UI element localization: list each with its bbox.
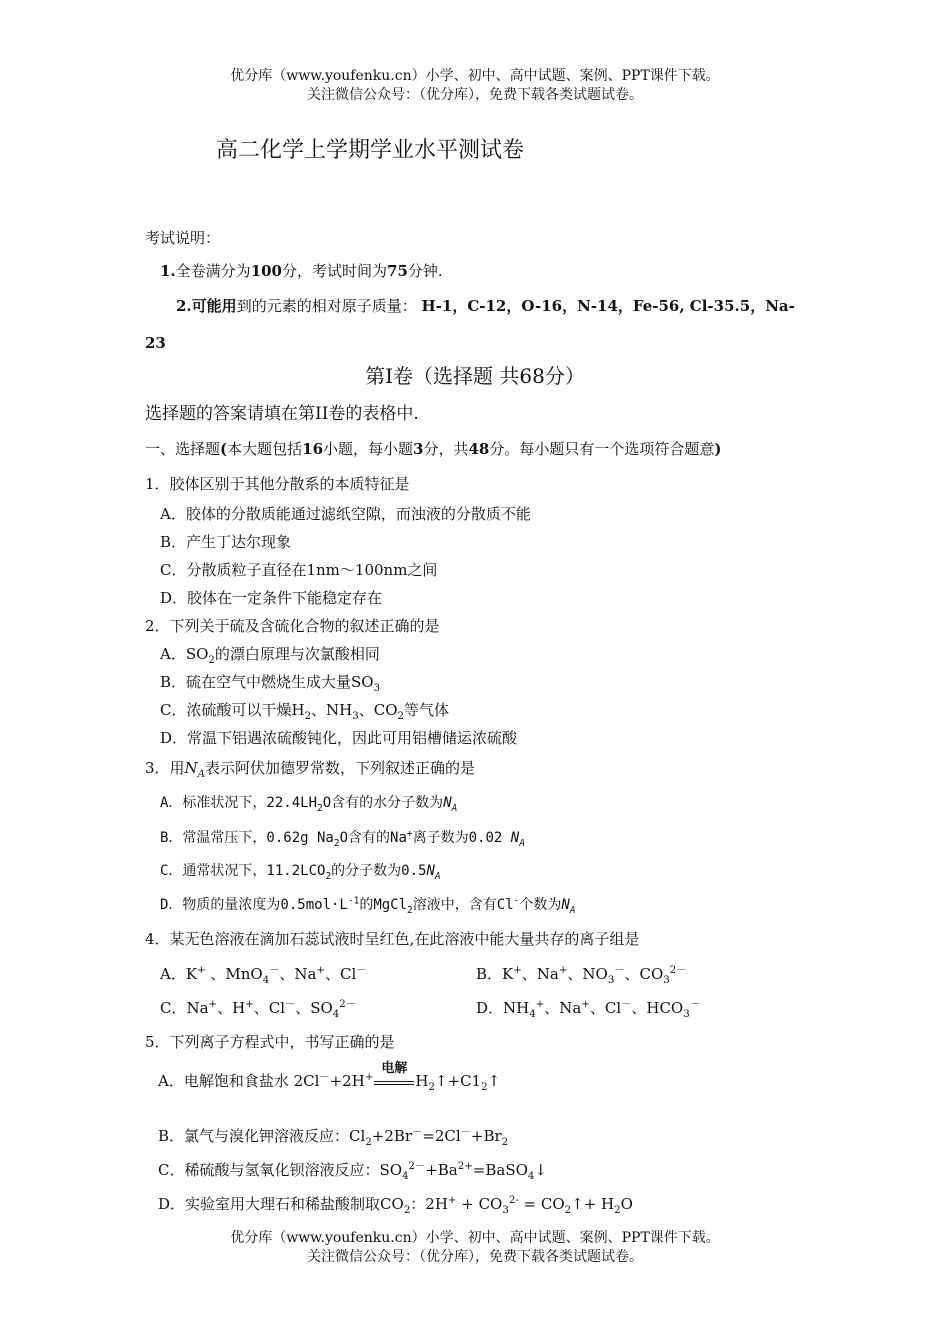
question-2-option-a: A．$SO_2$的漂白原理与次氯酸相同 bbox=[160, 645, 380, 666]
question-5-stem: 5．下列离子方程式中，书写正确的是 bbox=[145, 1033, 395, 1051]
instruction-item-1: 1.全卷满分为100分，考试时间为75分钟. bbox=[160, 262, 443, 280]
question-4-option-a: A．K+ 、MnO$_4$－、Na+、Cl－ bbox=[160, 965, 367, 986]
section-description: 一、选择题(本大题包括16小题，每小题3分，共48分。每小题只有一个选项符合题意) bbox=[145, 440, 722, 458]
question-2-option-c: C．浓硫酸可以干燥$H_2$、$NH_3$、$CO_2$等气体 bbox=[160, 701, 450, 722]
question-3-option-c: C．通常状况下，$11.2LCO_2$的分子数为$0.5N_A$ bbox=[160, 863, 441, 882]
section-title: 第Ⅰ卷（选择题 共68分） bbox=[365, 364, 585, 388]
question-3-option-d: D．物质的量浓度为$0.5mol\cdot L^{-1}$的MgCl$_2$溶液中，含有Cl-个数为$N_A$ bbox=[160, 895, 576, 916]
question-5-option-b: B．氯气与溴化钾溶液反应：$Cl_2+2Br^-=2Cl^-+Br_2$ bbox=[158, 1127, 509, 1148]
question-3-option-a: A．标准状况下，$22.4LH_2O$含有的水分子数为$N_A$ bbox=[160, 795, 458, 814]
question-1-option-b: B．产生丁达尔现象 bbox=[160, 533, 292, 551]
electrolysis-condition: 电解 bbox=[374, 1072, 414, 1090]
question-3-stem: 3．用$N_A$表示阿伏加德罗常数，下列叙述正确的是 bbox=[145, 759, 476, 780]
instruction-item-2: 2.可能用到的元素的相对原子质量： H-1，C-12，O-16，N-14，Fe-56, Cl-35.5，Na- bbox=[176, 297, 795, 315]
header-line-1: 优分库（www.youfenku.cn）小学、初中、高中试题、案例、PPT课件下载。 bbox=[230, 68, 720, 84]
question-4-option-d: D．$NH_4^+$、Na+、Cl－、$HCO_3^-$ bbox=[476, 999, 700, 1020]
question-4-option-c: C．Na+、H+、Cl－、$SO_4^{2-}$ bbox=[160, 999, 356, 1020]
question-1-option-d: D．胶体在一定条件下能稳定存在 bbox=[160, 589, 383, 607]
question-1-option-c: C．分散质粒子直径在1nm～100nm之间 bbox=[160, 561, 438, 579]
footer-line-2: 关注微信公众号：（优分库），免费下载各类试题试卷。 bbox=[307, 1249, 643, 1265]
instructions-heading: 考试说明： bbox=[145, 229, 221, 247]
question-5-option-c: C．稀硫酸与氢氧化钡溶液反应：$SO_4^{2-}+Ba^{2+}=BaSO_4↓$ bbox=[158, 1161, 547, 1182]
question-2-option-d: D．常温下铝遇浓硫酸钝化，因此可用铝槽储运浓硫酸 bbox=[160, 729, 518, 747]
question-5-option-a: A．电解饱和食盐水 2Cl－+2H+ 电解 $H_2↑+C1_2↑$ bbox=[158, 1061, 501, 1093]
footer-line-1: 优分库（www.youfenku.cn）小学、初中、高中试题、案例、PPT课件下载。 bbox=[230, 1230, 720, 1246]
question-4-stem: 4．某无色溶液在滴加石蕊试液时呈红色,在此溶液中能大量共存的离子组是 bbox=[145, 930, 640, 948]
instruction-item-2-continued: 23 bbox=[145, 334, 166, 352]
question-2-stem: 2．下列关于硫及含硫化合物的叙述正确的是 bbox=[145, 617, 440, 635]
question-2-option-b: B．硫在空气中燃烧生成大量$SO_3$ bbox=[160, 673, 381, 694]
question-1-option-a: A．胶体的分散质能通过滤纸空隙，而浊液的分散质不能 bbox=[160, 505, 531, 523]
question-1-stem: 1．胶体区别于其他分散系的本质特征是 bbox=[145, 475, 410, 493]
question-5-option-d: D．实验室用大理石和稀盐酸制取$CO_2$：$2H^+ + CO_3^{2-}$ = $CO_2↑+ H_2O$ bbox=[158, 1195, 633, 1216]
header-line-2: 关注微信公众号：（优分库），免费下载各类试题试卷。 bbox=[307, 87, 643, 103]
section-note: 选择题的答案请填在第II卷的表格中. bbox=[145, 404, 419, 424]
page-title: 高二化学上学期学业水平测试卷 bbox=[216, 138, 525, 163]
question-4-option-b: B．K+、Na+、$NO_3^-$、$CO_3^{2-}$ bbox=[476, 965, 687, 986]
question-3-option-b: B．常温常压下，0.62g $Na_2O$含有的Na+离子数为0.02 $N_A$ bbox=[160, 828, 525, 849]
